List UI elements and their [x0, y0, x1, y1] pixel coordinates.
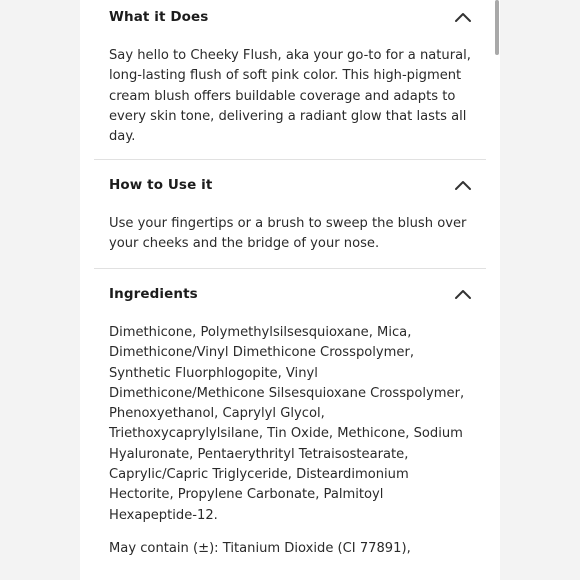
chevron-up-icon[interactable] — [454, 11, 472, 23]
accordion-header-ingredients[interactable] — [94, 283, 486, 305]
section-title: Ingredients — [109, 286, 198, 302]
accordion-header-how-to-use[interactable] — [94, 174, 486, 196]
accordion-what-it-does — [94, 6, 486, 145]
chevron-up-icon[interactable] — [454, 179, 472, 191]
ingredients-list: Dimethicone, Polymethylsilsesquioxane, Mica, Dimethicone/Vinyl Dimethicone Crosspolymer, Synthetic Fluorphlogopite, Vinyl Dimethicone/Methicone Silsesquioxane Crosspolymer, Phenoxyethanol, Caprylyl Glycol, Triethoxycaprylylsilane, Tin Oxide, Methicone, Sodium Hyaluronate, Pentaerythrityl Tetraisostearate, Caprylic/Capric Triglyceride, Disteardimonium Hectorite, Propylene Carbonate, Palmitoyl Hexapeptide-12. — [109, 325, 465, 523]
section-divider — [94, 159, 486, 160]
section-title: What it Does — [109, 9, 209, 25]
accordion-ingredients — [94, 283, 486, 556]
section-title: How to Use it — [109, 177, 213, 193]
ingredients-may-contain: May contain (±): Titanium Dioxide (CI 77891), — [109, 541, 411, 556]
accordion-how-to-use — [94, 174, 486, 252]
section-divider — [94, 268, 486, 269]
scrollbar-thumb[interactable] — [495, 0, 499, 55]
section-body: Say hello to Cheeky Flush, aka your go-to for a natural, long-lasting flush of soft pink color. This high-pigment cream blush offers buildable coverage and adapts to every skin tone, delivering a radiant glow that lasts all day. — [109, 48, 471, 145]
chevron-up-icon[interactable] — [454, 288, 472, 300]
product-details-panel — [80, 0, 500, 580]
accordion-header-what-it-does[interactable] — [94, 6, 486, 28]
section-body: Use your fingertips or a brush to sweep the blush over your cheeks and the bridge of your nose. — [109, 216, 467, 252]
